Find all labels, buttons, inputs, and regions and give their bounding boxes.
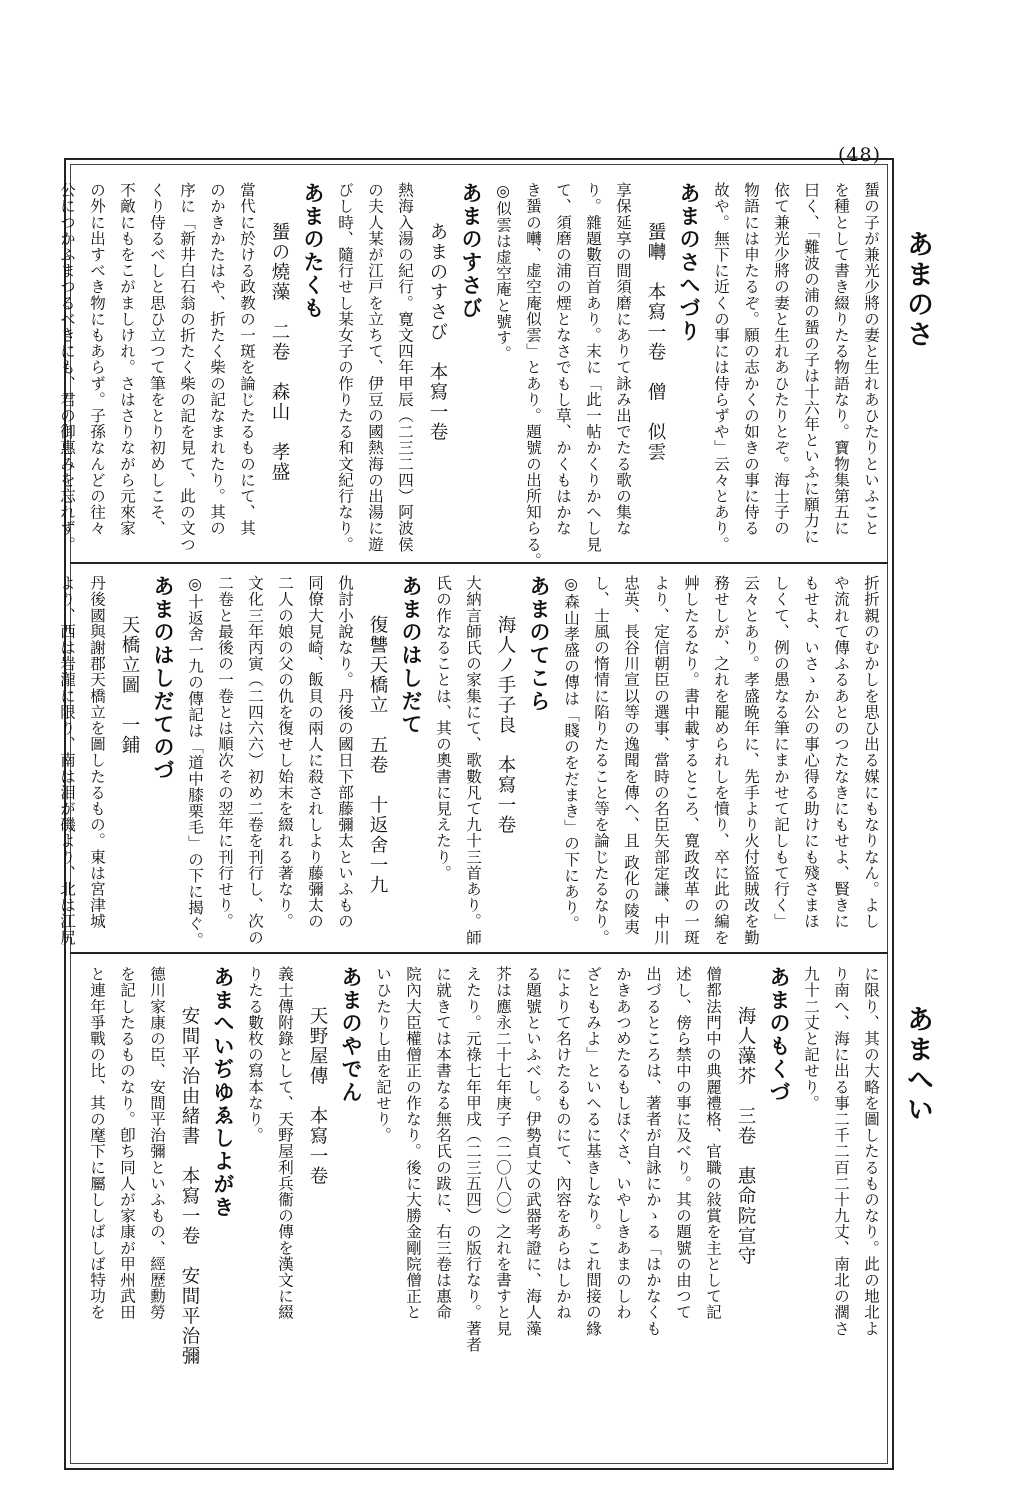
section-divider-lower [70, 952, 888, 954]
text-column: と連年爭戰の比、其の麾下に屬ししばしば特功を [88, 966, 106, 1321]
text-column: のかきかたはや、折たく柴の記なまれたり。其の [208, 182, 226, 537]
text-column: えたり。元祿七年甲戌（二三五四）の版行なり。著者 [464, 966, 482, 1353]
text-column: ざともみよ」といへるに基きしなり。これ間接の緣 [584, 966, 602, 1337]
text-column: 仇討小說なり。丹後の國日下部藤彌太といふもの [336, 575, 354, 930]
entry-headword: あまのはしだて [399, 575, 424, 736]
entry-title: 安間平治由緒書 本寫一卷 安間平治彌 [179, 1006, 200, 1366]
text-column: る題號といふべし。伊勢貞丈の武器考證に、海人藻 [524, 966, 542, 1337]
entry-headword: あまへいぢゆゑしよがき [211, 966, 236, 1219]
text-column: き蜑の囀、虚空庵似雲」とあり。題號の出所知らる。 [524, 182, 542, 569]
text-column: り南へ、海に出る事二千二百二十九丈、南北の濶さ [832, 966, 850, 1337]
text-column: の外に出すべき物にもあらず。子孫なんどの往々 [88, 182, 106, 537]
text-column: に就きては本書なる無名氏の跋に、右三卷は惠命 [434, 966, 452, 1321]
entry-title: 天野屋傳 本寫一卷 [307, 1006, 328, 1186]
text-column: より、定信朝臣の選事、當時の名臣矢部定謙、中川 [652, 575, 670, 946]
text-column: 二人の娘の父の仇を復せし始末を綴れる著なり。 [276, 575, 294, 930]
text-column: 艸したるなり。書中載するところ、寛政改革の一斑 [682, 575, 700, 946]
text-column: や流れて傳ふるあとのつたなきにもせよ、賢きに [832, 575, 850, 930]
text-column: 九十二丈と記せり。 [802, 966, 820, 1111]
text-column: しくて、例の愚なる筆にまかせて記しもて行く」 [772, 575, 790, 930]
text-column: 二卷と最後の一卷とは順次その翌年に刊行せり。 [216, 575, 234, 930]
text-column: に限り、其の大略を圖したるものなり。此の地北よ [862, 966, 880, 1337]
entry-headword: あまのもくづ [767, 966, 792, 1104]
text-column: 折折親のむかしを思ひ出る媒にもなりなん。よし [862, 575, 880, 930]
text-column: 氏の作なることは、其の奧書に見えたり。 [434, 575, 452, 881]
text-column: 芥は應永二十七年庚子（二〇八〇）之れを書すと見 [494, 966, 512, 1337]
middle-section [52, 575, 886, 948]
text-column: いひたりし由を記せり。 [374, 966, 392, 1144]
text-column: 忠英、長谷川宣以等の逸聞を傳へ、且 政化の陵夷 [622, 575, 640, 935]
text-column: り。雜題數百首あり。末に「此一帖かくりかへし見 [584, 182, 602, 553]
entry-title: 海人ノ手子良 本寫一卷 [495, 615, 516, 835]
text-column: 云々とあり。孝盛晩年に、先手より火付盜賊改を勤 [742, 575, 760, 946]
text-column: 述し、傍ら禁中の事に及べり。其の題號の由つて [674, 966, 692, 1321]
text-column: 僧都法門中の典麗禮格、官職の敍賞を主として記 [704, 966, 722, 1321]
text-column: びし時、隨行せし某女子の作りたる和文紀行なり。 [336, 182, 354, 553]
entry-title: 天橋立圖 一鋪 [119, 615, 140, 755]
entry-title: 蜑の燒藻 二卷 森山 孝盛 [269, 222, 290, 482]
text-column: 出づるところは、著者が自詠にかゝる「はかなくも [644, 966, 662, 1337]
text-column: くり侍るべしと思ひ立つて筆をとり初めしこそ、 [148, 182, 166, 537]
text-column: 同僚大見崎、飯貝の兩人に殺されしより藤彌太の [306, 575, 324, 930]
running-head-left: あまへい [902, 1005, 933, 1125]
text-column: ◎森山孝盛の傳は「賤のをだまき」の下にあり。 [562, 575, 580, 932]
text-column: 丹後國與謝郡天橋立を圖したるもの。東は宮津城 [88, 575, 106, 930]
section-divider-upper [70, 562, 888, 564]
text-column: の夫人某が江戸を立ちて、伊豆の國熱海の出湯に遊 [366, 182, 384, 553]
text-column: 不敵にもをこがましけれ。さはさりながら元來家 [118, 182, 136, 537]
entry-headword: あまのはしだてのづ [151, 575, 176, 782]
entry-headword: あまのやでん [339, 966, 364, 1104]
text-column: によりて名けたるものにて、內容をあらはしかね [554, 966, 572, 1321]
text-column: 曰く、「難波の浦の蜑の子は十六年といふに願力に [802, 182, 820, 545]
text-column: ◎似雲は虚空庵と號す。 [494, 182, 512, 362]
text-column: 大納言師氏の家集にて、歌數凡て九十三首あり。師 [464, 575, 482, 946]
text-column: かきあつめたるもしほぐさ、いやしきあまのしわ [614, 966, 632, 1321]
running-head-right: あまのさ [902, 230, 933, 350]
text-column: 熱海入湯の紀行。寛文四年甲辰（二三二四）阿波侯 [396, 182, 414, 553]
text-column: 德川家康の臣、安間平治彌といふもの、經歷勳勞 [148, 966, 166, 1321]
text-column: 義士傳附錄として、天野屋利兵衞の傳を漢文に綴 [276, 966, 294, 1321]
page-number: (48) [838, 144, 882, 166]
entry-title: 海人藻芥 三卷 惠命院宣守 [735, 1006, 756, 1266]
text-column: 蜑の子が兼光少將の妻と生れあひたりといふこと [862, 182, 880, 537]
text-column: 院內大臣權僧正の作なり。後に大勝金剛院僧正と [404, 966, 422, 1321]
entry-headword: あまのさへづり [677, 182, 702, 343]
text-column: し、士風の惰情に陷りたること等を論じたるなり。 [592, 575, 610, 946]
text-column: より、西は岩瀧に限り、南は泪が磯より、北は江尻 [58, 575, 76, 946]
text-column: 享保延享の間須磨にありて詠み出でたる歌の集な [614, 182, 632, 537]
text-column: 故や。無下に近くの事には侍らずや」云々とあり。 [712, 182, 730, 553]
text-column: もせよ、いさゝか公の事心得る助けにも殘さまほ [802, 575, 820, 930]
text-column: ◎十返舍一九の傳記は「道中膝栗毛」の下に揭ぐ。 [186, 575, 204, 948]
text-column: 當代に於ける政教の一斑を論じたるものにて、其 [238, 182, 256, 537]
entry-title: あまのすさび 本寫一卷 [427, 222, 448, 442]
text-column: を記したるものなり。卽ち同人が家康が甲州武田 [118, 966, 136, 1321]
upper-section [52, 182, 886, 569]
text-column: 物語には申たるぞ。願の志かくの如きの事に侍る [742, 182, 760, 537]
entry-title: 蜑囀 本寫一卷 僧 似雲 [645, 222, 666, 462]
entry-title: 復讐天橋立 五卷 十返舍一九 [367, 615, 388, 895]
text-column: 公につかふまつるべきにも、君の御惠みを忘れず。 [58, 182, 76, 553]
text-column: を種として書き綴りたる物語なり。寶物集第五に [832, 182, 850, 537]
text-column: 務せしが、之れを罷められしを憤り、卒に此の編を [712, 575, 730, 946]
entry-headword: あまのてこら [527, 575, 552, 713]
text-column: 文化三年丙寅（二四六六）初め二卷を刊行し、次の [246, 575, 264, 946]
text-column: て、須磨の浦の煙となさでもし草、かくもはかな [554, 182, 572, 537]
text-column: 序に「新井白石翁の折たく柴の記を見て、此の文つ [178, 182, 196, 553]
lower-section [82, 966, 886, 1456]
text-column: 依て兼光少將の妻と生れあひたりとぞ。海士子の [772, 182, 790, 537]
entry-headword: あまのすさび [459, 182, 484, 320]
entry-headword: あまのたくも [301, 182, 326, 320]
text-column: りたる數枚の寫本なり。 [246, 966, 264, 1144]
